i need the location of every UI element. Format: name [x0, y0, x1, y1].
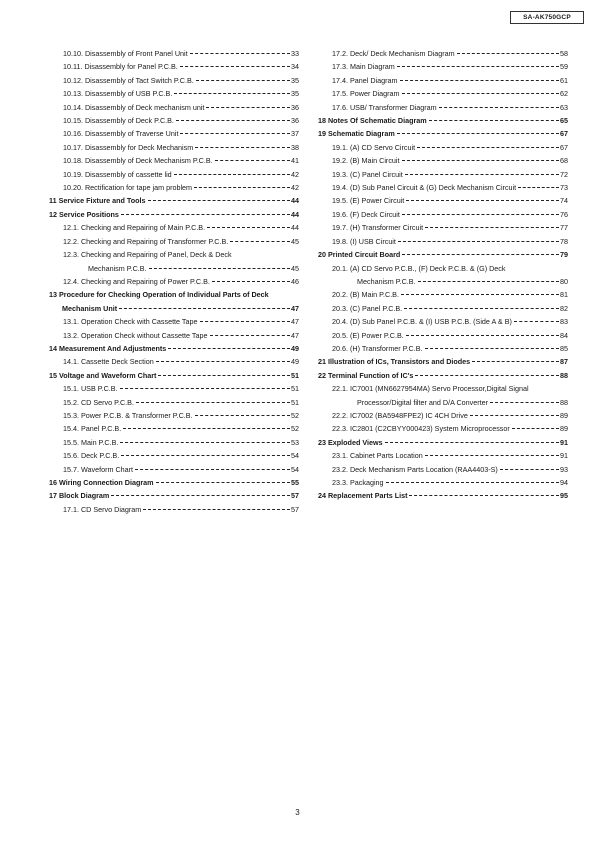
toc-subsection-entry[interactable] [318, 463, 568, 476]
toc-entry-title: 17.1. CD Servo Diagram [63, 504, 142, 514]
toc-entry-title: 20.2. (B) Main P.C.B. [332, 290, 399, 300]
dot-leader [121, 214, 290, 215]
toc-page-number: 53 [291, 437, 299, 447]
toc-page-number: 52 [291, 410, 299, 420]
dot-leader [406, 335, 559, 336]
toc-subsection-entry[interactable] [318, 342, 568, 355]
toc-subsection-entry[interactable] [318, 87, 568, 100]
toc-page-number: 47 [291, 303, 299, 313]
toc-entry-title: 19.5. (E) Power Circuit [332, 196, 405, 206]
toc-section-entry[interactable] [49, 489, 299, 502]
toc-entry-title: 17.4. Panel Diagram [332, 75, 398, 85]
toc-entry-title: 21 Illustration of ICs, Transistors and Diodes [318, 357, 471, 367]
toc-page-number: 89 [560, 424, 568, 434]
dot-leader [176, 120, 290, 121]
dot-leader [123, 428, 290, 429]
toc-page-number: 83 [560, 317, 568, 327]
dot-leader [386, 482, 559, 483]
toc-entry-title: 22.2. IC7002 (BA5948FPE2) IC 4CH Drive [332, 410, 468, 420]
toc-page-number: 35 [291, 89, 299, 99]
toc-entry-title: 20.6. (H) Transformer P.C.B. [332, 343, 423, 353]
dot-leader [425, 227, 559, 228]
toc-page-number: 89 [560, 410, 568, 420]
toc-entry-title: 17.2. Deck/ Deck Mechanism Diagram [332, 49, 455, 58]
toc-entry-title: Mechanism Unit [62, 303, 118, 313]
toc-entry-title: 20.5. (E) Power P.C.B. [332, 330, 404, 340]
toc-subsection-entry[interactable] [49, 114, 299, 127]
dot-leader [207, 227, 290, 228]
toc-page-number: 55 [291, 478, 299, 487]
toc-page-number: 47 [291, 317, 299, 327]
toc-section-entry[interactable] [318, 248, 568, 261]
dot-leader [143, 509, 290, 510]
toc-entry-title: 19.7. (H) Transformer Circuit [332, 223, 424, 233]
toc-page-number: 57 [291, 504, 299, 514]
toc-entry-title: 19.4. (D) Sub Panel Circuit & (G) Deck Mechanism Circuit [332, 183, 517, 193]
dot-leader [111, 495, 290, 496]
toc-entry-title: 22 Terminal Function of IC's [318, 370, 414, 380]
toc-section-entry[interactable] [318, 114, 568, 127]
toc-subsection-entry[interactable] [318, 235, 568, 248]
dot-leader [120, 442, 290, 443]
dot-leader [406, 200, 559, 201]
toc-entry-title: 20.3. (C) Panel P.C.B. [332, 303, 403, 313]
dot-leader [401, 294, 559, 295]
toc-entry-title: 10.20. Rectification for tape jam problem [63, 183, 193, 193]
toc-subsection-entry[interactable] [49, 141, 299, 154]
toc-page-number: 44 [291, 223, 299, 233]
toc-subsection-entry[interactable] [49, 315, 299, 328]
dot-leader [512, 428, 559, 429]
toc-subsection-entry[interactable] [318, 154, 568, 167]
toc-entry-title: 19.6. (F) Deck Circuit [332, 209, 400, 219]
toc-entry-title: 10.10. Disassembly of Front Panel Unit [63, 49, 188, 58]
toc-entry-title: 12.4. Checking and Repairing of Power P.C.B. [63, 276, 210, 286]
dot-leader [200, 321, 290, 322]
dot-leader [418, 281, 559, 282]
toc-entry-title: 23 Exploded Views [318, 437, 383, 447]
toc-subsection-entry[interactable] [318, 168, 568, 181]
dot-leader [402, 160, 559, 161]
toc-page-number: 63 [560, 102, 568, 112]
toc-entry-title: 15.2. CD Servo P.C.B. [63, 397, 134, 407]
toc-entry-title-line: 22.1. IC7001 (MN6627954MA) Servo Processor,Digital Signal [332, 384, 529, 394]
toc-section-entry[interactable] [318, 369, 568, 382]
dot-leader [518, 187, 559, 188]
toc-section-entry[interactable] [49, 476, 299, 489]
toc-entry-title: 23.2. Deck Mechanism Parts Location (RAA4403-S) [332, 464, 498, 474]
toc-subsection-entry[interactable] [49, 74, 299, 87]
toc-section-entry[interactable] [49, 369, 299, 382]
dot-leader [149, 268, 290, 269]
toc-page-number: 68 [560, 156, 568, 166]
toc-page-number: 49 [291, 357, 299, 367]
toc-entry-title: 19 Schematic Diagram [318, 129, 395, 139]
toc-subsection-entry[interactable] [318, 288, 568, 301]
toc-subsection-entry[interactable] [318, 47, 568, 60]
dot-leader [439, 107, 559, 108]
toc-page-number: 36 [291, 116, 299, 126]
toc-page-number: 36 [291, 102, 299, 112]
toc-entry-title: 18 Notes Of Schematic Diagram [318, 116, 427, 126]
toc-entry-title: 15.7. Waveform Chart [63, 464, 134, 474]
dot-leader [470, 415, 559, 416]
toc-entry-title: 19.8. (I) USB Circuit [332, 236, 396, 246]
dot-leader [417, 147, 559, 148]
page-number: 3 [295, 808, 300, 817]
toc-entry-title: 13.2. Operation Check without Cassette Tape [63, 330, 208, 340]
dot-leader [425, 455, 559, 456]
toc-entry-title: Processor/Digital filter and D/A Converter [357, 397, 489, 407]
toc-page-number: 45 [291, 236, 299, 246]
toc-entry-title: 10.18. Disassembly of Deck Mechanism P.C.B. [63, 156, 213, 166]
dot-leader [195, 415, 290, 416]
toc-page-number: 47 [291, 330, 299, 340]
toc-subsection-entry[interactable] [318, 409, 568, 422]
dot-leader [402, 93, 559, 94]
toc-subsection-entry[interactable] [49, 422, 299, 435]
dot-leader [402, 254, 559, 255]
toc-page-number: 44 [291, 196, 299, 206]
toc-entry-title-line: 20.1. (A) CD Servo P.C.B., (F) Deck P.C.B. & (G) Deck [332, 263, 506, 273]
toc-subsection-entry[interactable] [49, 101, 299, 114]
toc-subsection-entry[interactable] [49, 221, 299, 234]
toc-entry-title: 15 Voltage and Waveform Chart [49, 370, 157, 380]
toc-entry-title: 17.3. Main Diagram [332, 62, 395, 72]
toc-entry-title-line: 12.3. Checking and Repairing of Panel, Deck & Deck [63, 250, 232, 260]
toc-page-number: 49 [291, 343, 299, 353]
toc-entry-title: 19.2. (B) Main Circuit [332, 156, 400, 166]
dot-leader [400, 80, 559, 81]
dot-leader [398, 241, 559, 242]
toc-entry-title: 13.1. Operation Check with Cassette Tape [63, 317, 198, 327]
toc-entry-title: 12.2. Checking and Repairing of Transformer P.C.B. [63, 236, 229, 246]
toc-subsection-entry[interactable] [49, 127, 299, 140]
toc-page-number: 82 [560, 303, 568, 313]
toc-section-entry[interactable] [318, 127, 568, 140]
toc-page-number: 84 [560, 330, 568, 340]
toc-entry-title: 12 Service Positions [49, 209, 119, 219]
toc-subsection-entry[interactable] [49, 436, 299, 449]
toc-page-number: 42 [291, 169, 299, 179]
toc-page-number: 34 [291, 62, 299, 72]
dot-leader [405, 174, 559, 175]
toc-subsection-entry[interactable] [49, 248, 299, 275]
dot-leader [404, 308, 559, 309]
toc-page-number: 46 [291, 276, 299, 286]
toc-subsection-entry[interactable] [318, 422, 568, 435]
dot-leader [212, 281, 290, 282]
toc-subsection-entry[interactable] [49, 60, 299, 73]
toc-subsection-entry[interactable] [49, 87, 299, 100]
toc-subsection-entry[interactable] [318, 208, 568, 221]
toc-subsection-entry[interactable] [318, 476, 568, 489]
dot-leader [210, 335, 291, 336]
dot-leader [156, 482, 290, 483]
toc-page-number: 61 [560, 75, 568, 85]
dot-leader [397, 133, 559, 134]
toc-page-number: 81 [560, 290, 568, 300]
dot-leader [194, 187, 290, 188]
toc-entry-title: 23.1. Cabinet Parts Location [332, 451, 423, 461]
toc-page-number: 42 [291, 183, 299, 193]
dot-leader [195, 147, 290, 148]
toc-page-number: 79 [560, 250, 568, 260]
dot-leader [158, 375, 290, 376]
toc-entry-title: 19.3. (C) Panel Circuit [332, 169, 403, 179]
toc-page-number: 88 [560, 397, 568, 407]
toc-entry-title: 10.14. Disassembly of Deck mechanism unit [63, 102, 205, 112]
toc-page-number: 54 [291, 451, 299, 461]
toc-entry-title: 14 Measurement And Adjustments [49, 343, 167, 353]
toc-subsection-entry[interactable] [318, 382, 568, 409]
toc-subsection-entry[interactable] [49, 168, 299, 181]
dot-leader [409, 495, 559, 496]
toc-entry-title: 12.1. Checking and Repairing of Main P.C.B. [63, 223, 206, 233]
toc-subsection-entry[interactable] [49, 396, 299, 409]
toc-entry-title: 22.3. IC2801 (C2CBYY000423) System Microprocessor [332, 424, 510, 434]
dot-leader [415, 375, 559, 376]
toc-section-entry[interactable] [318, 436, 568, 449]
toc-page-number: 59 [560, 62, 568, 72]
toc-subsection-entry[interactable] [49, 181, 299, 194]
toc-entry-title: 10.17. Disassembly for Deck Mechanism [63, 142, 194, 152]
toc-page-number: 65 [560, 116, 568, 126]
dot-leader [120, 388, 290, 389]
model-number-box: SA-AK750GCP [510, 11, 584, 24]
toc-subsection-entry[interactable] [49, 154, 299, 167]
toc-entry-title: 17.6. USB/ Transformer Diagram [332, 102, 437, 112]
toc-page-number: 37 [291, 129, 299, 139]
dot-leader [490, 402, 559, 403]
dot-leader [168, 348, 290, 349]
toc-page-number: 94 [560, 478, 568, 487]
toc-page-number: 80 [560, 276, 568, 286]
toc-page-number: 57 [291, 491, 299, 501]
toc-subsection-entry[interactable] [318, 262, 568, 289]
dot-leader [514, 321, 559, 322]
toc-entry-title: Mechanism P.C.B. [357, 276, 416, 286]
toc-entry-title: 19.1. (A) CD Servo Circuit [332, 142, 416, 152]
toc-subsection-entry[interactable] [49, 503, 299, 516]
toc-subsection-entry[interactable] [49, 463, 299, 476]
toc-subsection-entry[interactable] [318, 101, 568, 114]
dot-leader [180, 133, 290, 134]
toc-subsection-entry[interactable] [318, 221, 568, 234]
toc-page-number: 52 [291, 424, 299, 434]
toc-entry-title: 10.13. Disassembly of USB P.C.B. [63, 89, 173, 99]
toc-entry-title: 17 Block Diagram [49, 491, 110, 501]
toc-subsection-entry[interactable] [49, 235, 299, 248]
dot-leader [206, 107, 290, 108]
toc-page-number: 54 [291, 464, 299, 474]
toc-entry-title: Mechanism P.C.B. [88, 263, 147, 273]
toc-entry-title: 10.12. Disassembly of Tact Switch P.C.B. [63, 75, 194, 85]
toc-page-number: 74 [560, 196, 568, 206]
toc-column-left [49, 47, 299, 516]
toc-page-number: 51 [291, 397, 299, 407]
toc-subsection-entry[interactable] [318, 141, 568, 154]
toc-subsection-entry[interactable] [49, 275, 299, 288]
toc-page-number: 76 [560, 209, 568, 219]
toc-page-number: 35 [291, 75, 299, 85]
toc-subsection-entry[interactable] [49, 355, 299, 368]
toc-subsection-entry[interactable] [318, 315, 568, 328]
toc-section-entry[interactable] [49, 194, 299, 207]
toc-page-number: 38 [291, 142, 299, 152]
toc-entry-title-line: 13 Procedure for Checking Operation of Individual Parts of Deck [49, 290, 269, 300]
toc-page-number: 85 [560, 343, 568, 353]
dot-leader [156, 361, 290, 362]
toc-page-number: 41 [291, 156, 299, 166]
toc-subsection-entry[interactable] [49, 47, 299, 60]
toc-entry-title: 17.5. Power Diagram [332, 89, 400, 99]
toc-entry-title: 15.4. Panel P.C.B. [63, 424, 122, 434]
toc-subsection-entry[interactable] [318, 194, 568, 207]
dot-leader [402, 214, 559, 215]
toc-page-number: 91 [560, 451, 568, 461]
dot-leader [230, 241, 290, 242]
toc-entry-title: 15.5. Main P.C.B. [63, 437, 119, 447]
dot-leader [148, 200, 290, 201]
toc-section-entry[interactable] [49, 208, 299, 221]
dot-leader [215, 160, 290, 161]
toc-section-entry[interactable] [318, 489, 568, 502]
toc-subsection-entry[interactable] [318, 329, 568, 342]
toc-page-number: 72 [560, 169, 568, 179]
dot-leader [174, 93, 290, 94]
toc-entry-title: 14.1. Cassette Deck Section [63, 357, 154, 367]
toc-subsection-entry[interactable] [49, 409, 299, 422]
toc-page-number: 51 [291, 370, 299, 380]
toc-entry-title: 10.11. Disassembly for Panel P.C.B. [63, 62, 178, 72]
dot-leader [121, 455, 290, 456]
toc-entry-title: 15.3. Power P.C.B. & Transformer P.C.B. [63, 410, 193, 420]
toc-subsection-entry[interactable] [49, 449, 299, 462]
dot-leader [180, 66, 290, 67]
dot-leader [385, 442, 559, 443]
toc-entry-title: 20.4. (D) Sub Panel P.C.B. & (I) USB P.C.B. (Side A & B) [332, 317, 512, 327]
toc-subsection-entry[interactable] [318, 60, 568, 73]
toc-entry-title: 10.16. Disassembly of Traverse Unit [63, 129, 179, 139]
toc-subsection-entry[interactable] [49, 329, 299, 342]
toc-entry-title: 11 Service Fixture and Tools [49, 196, 146, 206]
toc-entry-title: 24 Replacement Parts List [318, 491, 408, 501]
toc-page-number: 62 [560, 89, 568, 99]
toc-page-number: 77 [560, 223, 568, 233]
dot-leader [196, 80, 290, 81]
toc-page-number: 95 [560, 491, 568, 501]
toc-page-number: 44 [291, 209, 299, 219]
toc-subsection-entry[interactable] [318, 74, 568, 87]
dot-leader [135, 469, 290, 470]
toc-page-number: 88 [560, 370, 568, 380]
toc-section-entry[interactable] [318, 355, 568, 368]
toc-entry-title: 10.19. Disassembly of cassette lid [63, 169, 172, 179]
toc-page-number: 33 [291, 49, 299, 58]
toc-page-number: 67 [560, 129, 568, 139]
dot-leader [429, 120, 559, 121]
toc-page-number: 87 [560, 357, 568, 367]
dot-leader [500, 469, 559, 470]
toc-page-number: 51 [291, 384, 299, 394]
toc-page-number: 93 [560, 464, 568, 474]
toc-page-number: 73 [560, 183, 568, 193]
toc-subsection-entry[interactable] [318, 302, 568, 315]
dot-leader [425, 348, 559, 349]
dot-leader [457, 53, 559, 54]
dot-leader [119, 308, 290, 309]
dot-leader [472, 361, 559, 362]
toc-entry-title: 10.15. Disassembly of Deck P.C.B. [63, 116, 174, 126]
toc-column-right [318, 47, 568, 503]
dot-leader [174, 174, 290, 175]
toc-entry-title: 15.1. USB P.C.B. [63, 384, 118, 394]
dot-leader [397, 66, 559, 67]
toc-section-entry[interactable] [49, 342, 299, 355]
dot-leader [190, 53, 290, 54]
toc-page-number: 78 [560, 236, 568, 246]
toc-page-number: 67 [560, 142, 568, 152]
toc-subsection-entry[interactable] [318, 449, 568, 462]
toc-section-entry[interactable] [49, 288, 299, 315]
toc-subsection-entry[interactable] [49, 382, 299, 395]
toc-entry-title: 15.6. Deck P.C.B. [63, 451, 120, 461]
dot-leader [136, 402, 290, 403]
toc-entry-title: 23.3. Packaging [332, 478, 384, 487]
toc-page-number: 58 [560, 49, 568, 58]
toc-page-number: 45 [291, 263, 299, 273]
toc-page-number: 91 [560, 437, 568, 447]
toc-entry-title: 16 Wiring Connection Diagram [49, 478, 154, 487]
toc-subsection-entry[interactable] [318, 181, 568, 194]
toc-entry-title: 20 Printed Circuit Board [318, 250, 401, 260]
